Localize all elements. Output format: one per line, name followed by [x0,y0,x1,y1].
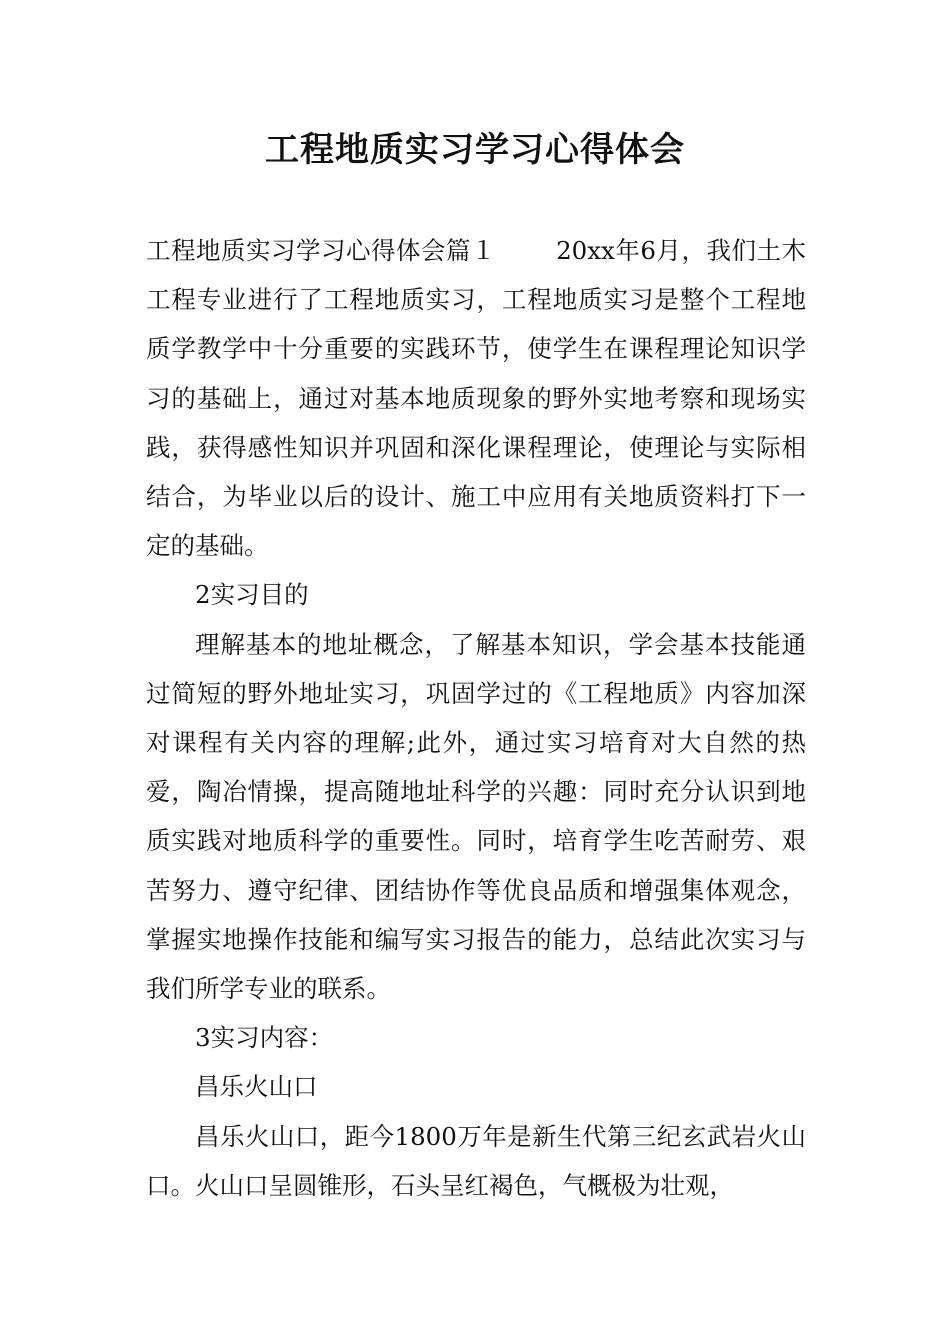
paragraph-intro [146,226,806,570]
document-body [146,226,806,1210]
paragraph-1-text: 20xx年6月，我们土木工程专业进行了工程地质实习，工程地质实习是整个工程地质学教学中十分重要的实践环节，使学生在课程理论知识学习的基础上，通过对基本地质现象的野外实地考察和现场实践，获得感性知识并巩固和深化课程理论，使理论与实际相结合，为毕业以后的设计、施工中应用有关地质资料打下一定的基础。 [146,236,806,561]
paragraph-volcano: 昌乐火山口，距今1800万年是新生代第三纪玄武岩火山口。火山口呈圆锥形，石头呈红褐色，气概极为壮观， [146,1121,806,1200]
paragraph-purpose: 理解基本的地址概念，了解基本知识，学会基本技能通过简短的野外地址实习，巩固学过的《工程地质》内容加深对课程有关内容的理解;此外，通过实习培育对大自然的热爱，陶冶情操，提高随地址科学的兴趣：同时充分认识到地质实践对地质科学的重要性。同时，培育学生吃苦耐劳、艰苦努力、遵守纪律、团结协作等优良品质和增强集体观念，掌握实地操作技能和编写实习报告的能力，总结此次实习与我们所学专业的联系。 [146,629,806,1004]
section-heading-content: 3实习内容： [195,1023,334,1053]
section-heading-purpose: 2实习目的 [195,580,309,610]
subsection-heading-volcano: 昌乐火山口 [195,1072,318,1102]
intro-heading: 工程地质实习学习心得体会篇１ [146,236,497,265]
document-title: 工程地质实习学习心得体会 [265,130,685,170]
